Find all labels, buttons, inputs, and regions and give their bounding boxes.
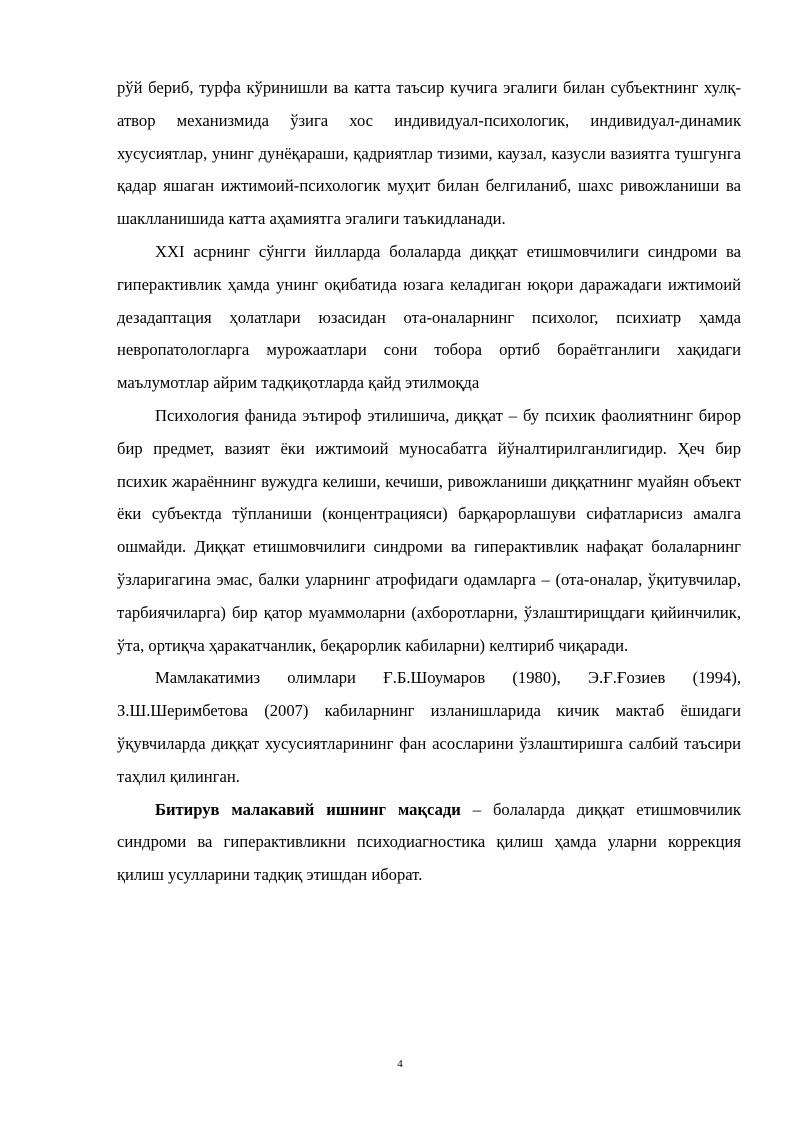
body-text: [117, 72, 741, 892]
paragraph-continuation: рўй бериб, турфа кўринишли ва катта таъсир кучига эгалиги билан субъектнинг хулқ-атвор механизмида ўзига хос индивидуал-психологик, индивидуал-динамик хусусиятлар, унинг дунёқараши, қадриятлар тизими, каузал, казусли вазиятга тушгунга қадар яшаган ижтимоий-психологик муҳит билан белгиланиб, шахс ривожланиши ва шаклланишида катта аҳамиятга эгалиги таъкидланади.: [117, 78, 741, 229]
thesis-goal-text: – болаларда диққат етишмовчилик синдроми ва гиперактивликни психодиагностика қилиш ҳамда уларни коррекция қилиш усулларини тадқиқ этишдан иборат.: [117, 799, 741, 885]
paragraph-thesis-goal: [117, 794, 741, 892]
paragraph-attention-definition: Психология фанида эътироф этилишича, диққат – бу психик фаолиятнинг бирор бир предмет, вазият ёки ижтимоий муносабатга йўналтирилганлигидир. Ҳеч бир психик жараённинг вужудга келиши, кечиши, ривожланиши диққатнинг муайян объект ёки субъектда тўпланиши (концентрацияси) барқарорлашуви сифатларисиз амалга ошмайди. Диққат етишмовчилиги синдроми ва гиперактивлик нафақат болаларнинг ўзларигагина эмас, балки уларнинг атрофидаги одамларга – (ота-оналар, ўқитувчилар, тарбиячиларга) бир қатор муаммоларни (ахборотларни, ўзлаштирищдаги қийинчилик, ўта, ортиқча ҳаракатчанлик, беқарорлик кабиларни) келтириб чиқаради.: [117, 405, 741, 655]
paragraph-adhd-prevalence: XXI асрнинг сўнгги йилларда болаларда диққат етишмовчилиги синдроми ва гиперактивлик ҳамда унинг оқибатида юзага келадиган юқори даражадаги ижтимоий дезадаптация ҳолатлари юзасидан ота-оналарнинг психолог, психиатр ҳамда невропатологларга мурожаатлари сони тобора ортиб бораётганлиги хақидаги маълумотлар айрим тадқиқотларда қайд этилмоқда: [117, 241, 741, 393]
page-number: 4: [397, 1058, 403, 1070]
thesis-goal-heading: Битирув малакавий ишнинг мақсади: [155, 799, 461, 819]
paragraph-local-scholars: Мамлакатимиз олимлари Ғ.Б.Шоумаров (1980), Э.Ғ.Ғозиев (1994), З.Ш.Шеримбетова (2007) кабиларнинг изланишларида кичик мактаб ёшидаги ўқувчиларда диққат хусусиятларининг фан асосларини ўзлаштиришга салбий таъсири таҳлил қилинган.: [117, 668, 741, 786]
